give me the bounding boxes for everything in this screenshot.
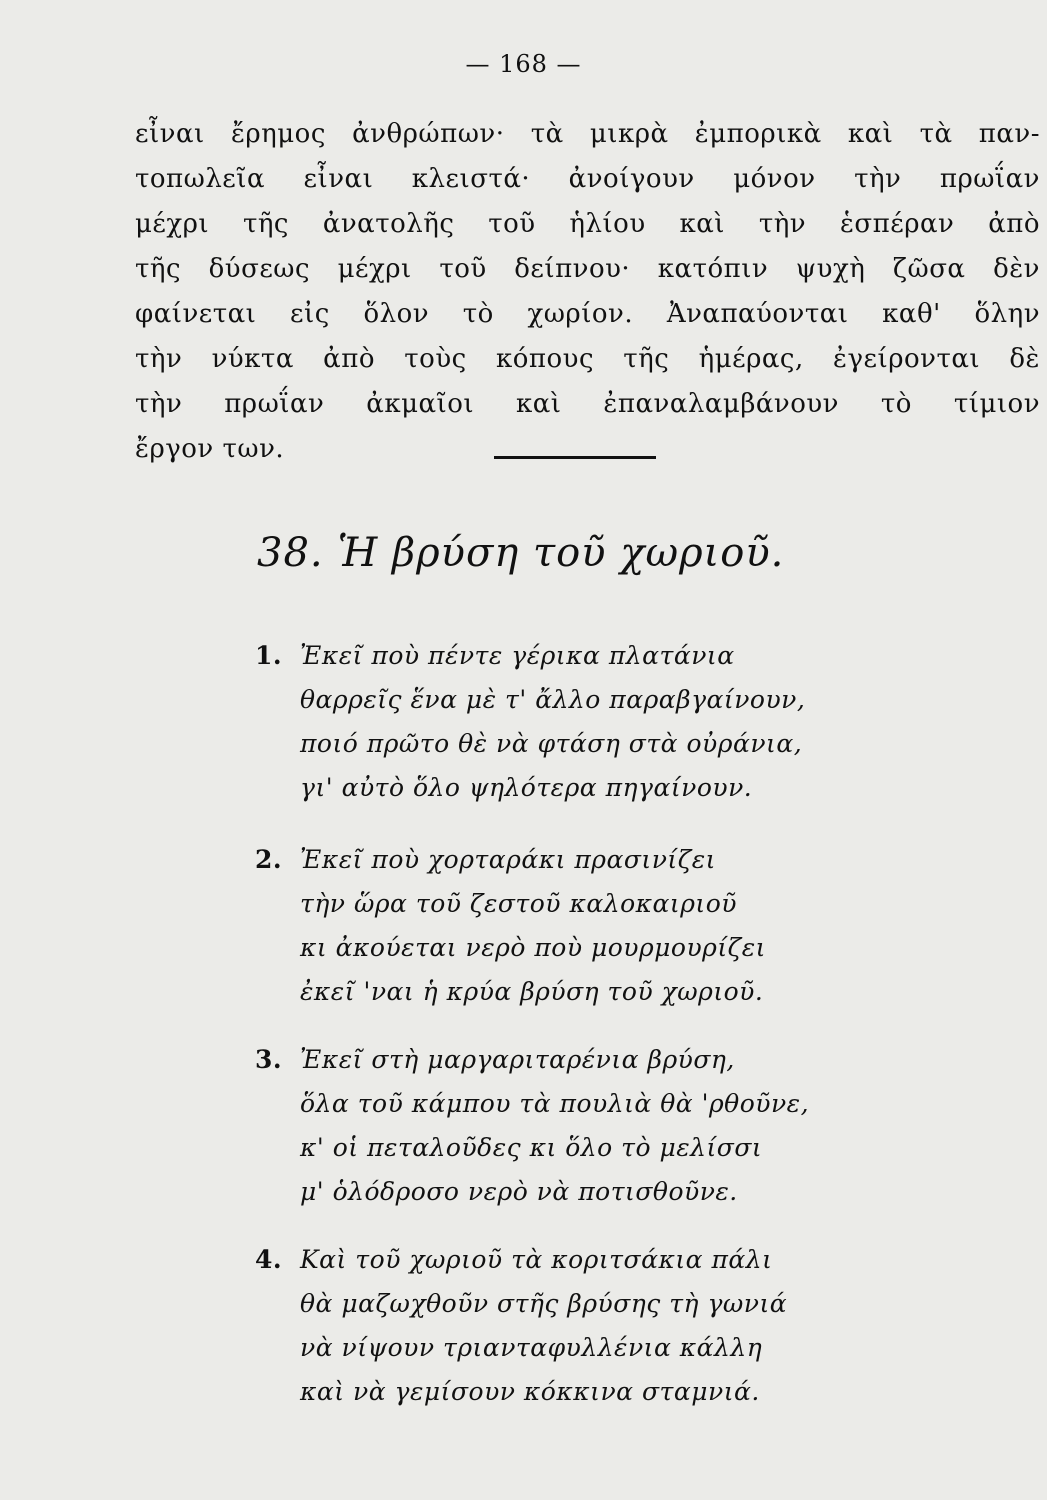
prose-line: εἶναι ἔρημος ἀνθρώπων· τὰ μικρὰ ἐμπορικὰ καὶ τὰ παν-	[135, 119, 1040, 149]
prose-line: τὴν πρωΐαν ἀκμαῖοι καὶ ἐπαναλαμβάνουν τὸ τίμιον	[135, 389, 1040, 419]
page-number: — 168 —	[465, 50, 582, 78]
prose-paragraph	[135, 112, 1040, 472]
verse-text: Ἐκεῖ ποὺ χορταράκι πρασινίζει	[300, 845, 716, 874]
stanza-number: 4.	[255, 1245, 283, 1274]
stanza-line: γι' αὐτὸ ὅλο ψηλότερα πηγαίνουν.	[300, 773, 753, 802]
stanza-4	[255, 1238, 787, 1414]
prose-line: τῆς δύσεως μέχρι τοῦ δείπνου· κατόπιν ψυχὴ ζῶσα δὲν	[135, 254, 1040, 284]
verse-text: Ἐκεῖ στὴ μαργαριταρένια βρύση,	[300, 1045, 735, 1074]
stanza-line	[255, 1238, 787, 1282]
stanza-line: θαρρεῖς ἕνα μὲ τ' ἄλλο παραβγαίνουν,	[300, 685, 806, 714]
stanza-line	[255, 1038, 809, 1082]
verse-text: Ἐκεῖ ποὺ πέντε γέρικα πλατάνια	[300, 641, 735, 670]
stanza-line: ἐκεῖ 'ναι ἡ κρύα βρύση τοῦ χωριοῦ.	[300, 977, 764, 1006]
section-divider	[494, 456, 656, 459]
stanza-line: θὰ μαζωχθοῦν στῆς βρύσης τὴ γωνιά	[300, 1289, 788, 1318]
stanza-line: τὴν ὥρα τοῦ ζεστοῦ καλοκαιριοῦ	[300, 889, 737, 918]
stanza-number: 2.	[255, 845, 283, 874]
stanza-line: ποιό πρῶτο θὲ νὰ φτάση στὰ οὐράνια,	[300, 729, 803, 758]
prose-line: φαίνεται εἰς ὅλον τὸ χωρίον. Ἀναπαύονται καθ' ὅλην	[135, 299, 1040, 329]
poem-title-text: Ἡ βρύση τοῦ χωριοῦ.	[337, 530, 785, 576]
stanza-line: ὅλα τοῦ κάμπου τὰ πουλιὰ θὰ 'ρθοῦνε,	[300, 1089, 810, 1118]
poem-number: 38.	[257, 530, 324, 576]
stanza-line: κ' οἱ πεταλοῦδες κι ὅλο τὸ μελίσσι	[300, 1133, 763, 1162]
prose-line: τοπωλεῖα εἶναι κλειστά· ἀνοίγουν μόνον τὴν πρωΐαν	[135, 164, 1040, 194]
stanza-1	[255, 634, 805, 810]
stanza-line	[255, 634, 805, 678]
stanza-line: κι ἀκούεται νερὸ ποὺ μουρμουρίζει	[300, 933, 766, 962]
stanza-number: 3.	[255, 1045, 283, 1074]
prose-line: τὴν νύκτα ἀπὸ τοὺς κόπους τῆς ἡμέρας, ἐγείρονται δὲ	[135, 344, 1040, 374]
stanza-line: μ' ὁλόδροσο νερὸ νὰ ποτισθοῦνε.	[300, 1177, 738, 1206]
stanza-line: καὶ νὰ γεμίσουν κόκκινα σταμνιά.	[300, 1377, 760, 1406]
stanza-line: νὰ νίψουν τριανταφυλλένια κάλλη	[300, 1333, 763, 1362]
stanza-line	[255, 838, 766, 882]
poem-title	[257, 530, 784, 576]
verse-text: Καὶ τοῦ χωριοῦ τὰ κοριτσάκια πάλι	[300, 1245, 773, 1274]
prose-line: μέχρι τῆς ἀνατολῆς τοῦ ἡλίου καὶ τὴν ἑσπέραν ἀπὸ	[135, 209, 1040, 239]
stanza-3	[255, 1038, 809, 1214]
stanza-2	[255, 838, 766, 1014]
stanza-number: 1.	[255, 641, 283, 670]
prose-line: ἔργον των.	[135, 434, 285, 464]
